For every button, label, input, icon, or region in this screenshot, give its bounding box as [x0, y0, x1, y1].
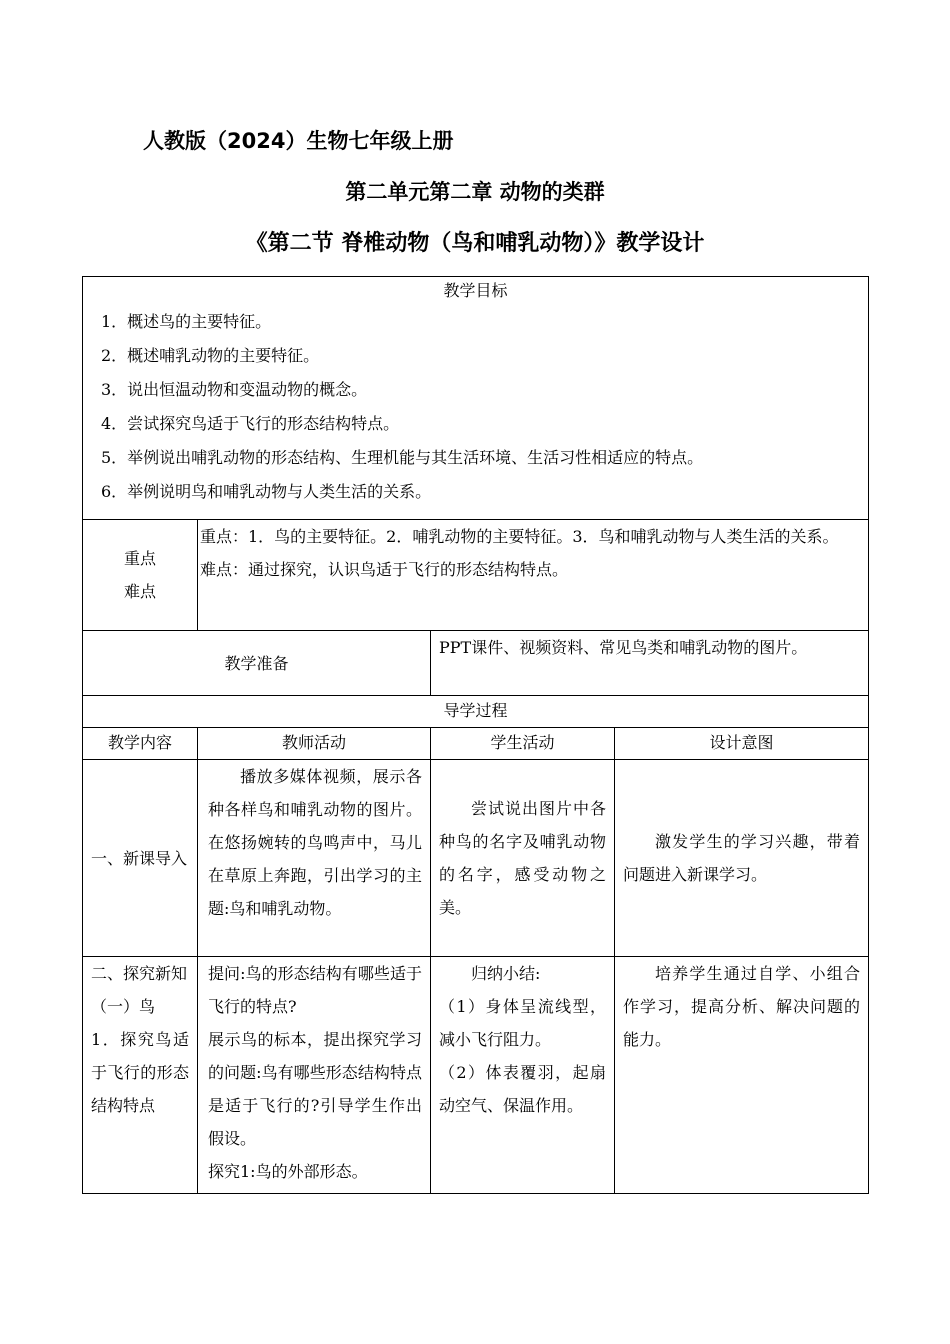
content-cell: [83, 957, 198, 1194]
preparation-value: PPT课件、视频资料、常见鸟类和哺乳动物的图片。: [431, 631, 869, 696]
keypoints-label: [83, 520, 198, 631]
objective-item: 5．举例说出哺乳动物的形态结构、生理机能与其生活环境、生活习性相适应的特点。: [101, 448, 704, 467]
objective-item: 6．举例说明鸟和哺乳动物与人类生活的关系。: [101, 482, 432, 501]
preparation-row: [83, 631, 869, 696]
objectives-cell: [83, 277, 869, 520]
preparation-label: 教学准备: [83, 631, 431, 696]
student-line: （1）身体呈流线型，减小飞行阻力。: [439, 997, 606, 1049]
table-row: [83, 760, 869, 957]
objective-item: 4．尝试探究鸟适于飞行的形态结构特点。: [101, 414, 400, 433]
process-heading: 导学过程: [83, 696, 869, 728]
teacher-line: 探究1:鸟的外部形态。: [208, 1162, 368, 1181]
student-activity-cell: [431, 957, 615, 1194]
design-intent-cell: 激发学生的学习兴趣，带着问题进入新课学习。: [615, 760, 869, 957]
teacher-line: 提问:鸟的形态结构有哪些适于飞行的特点?: [208, 964, 422, 1016]
objective-item: 1．概述鸟的主要特征。: [101, 312, 272, 331]
content-line: （一）鸟: [91, 997, 156, 1016]
column-header: 设计意图: [615, 728, 869, 760]
table-row: [83, 957, 869, 1194]
document-header: 人教版（2024）生物七年级上册: [143, 129, 454, 153]
objectives-row: [83, 277, 869, 520]
teacher-line: 展示鸟的标本，提出探究学习的问题:鸟有哪些形态结构特点是适于飞行的?引导学生作出假设。: [208, 1030, 422, 1148]
unit-title: 第二单元第二章 动物的类群: [345, 180, 605, 204]
column-header: 学生活动: [431, 728, 615, 760]
content-cell: 一、新课导入: [83, 760, 198, 957]
process-heading-row: [83, 696, 869, 728]
column-header: 教学内容: [83, 728, 198, 760]
keypoints-row: [83, 520, 869, 631]
teacher-activity-cell: [198, 957, 431, 1194]
keypoints-label-line: 重点: [123, 549, 156, 568]
keypoints-content: [198, 520, 869, 631]
content-line: 二、探究新知: [91, 964, 188, 983]
keypoints-label-line: 难点: [123, 582, 156, 601]
design-intent-cell: 培养学生通过自学、小组合作学习，提高分析、解决问题的能力。: [615, 957, 869, 1194]
teacher-activity-cell: 播放多媒体视频，展示各种各样鸟和哺乳动物的图片。在悠扬婉转的鸟鸣声中，马儿在草原上奔跑，引出学习的主题:鸟和哺乳动物。: [198, 760, 431, 957]
student-line: （2）体表覆羽，起扇动空气、保温作用。: [439, 1063, 606, 1115]
objectives-heading: 教学目标: [443, 281, 508, 300]
column-header: 教师活动: [198, 728, 431, 760]
lesson-plan-table: [82, 276, 869, 1194]
student-line: 归纳小结:: [471, 964, 541, 983]
objective-item: 2．概述哺乳动物的主要特征。: [101, 346, 320, 365]
difficult-points-text: 难点：通过探究，认识鸟适于飞行的形态结构特点。: [200, 560, 569, 579]
student-activity-cell: 尝试说出图片中各种鸟的名字及哺乳动物的名字，感受动物之美。: [431, 760, 615, 957]
content-line: 1．探究鸟适于飞行的形态结构特点: [91, 1030, 189, 1115]
lesson-title: 《第二节 脊椎动物（鸟和哺乳动物）》教学设计: [245, 231, 705, 256]
objective-item: 3．说出恒温动物和变温动物的概念。: [101, 380, 368, 399]
key-points-text: 重点：1．鸟的主要特征。2．哺乳动物的主要特征。3．鸟和哺乳动物与人类生活的关系。: [200, 527, 839, 546]
column-header-row: [83, 728, 869, 760]
